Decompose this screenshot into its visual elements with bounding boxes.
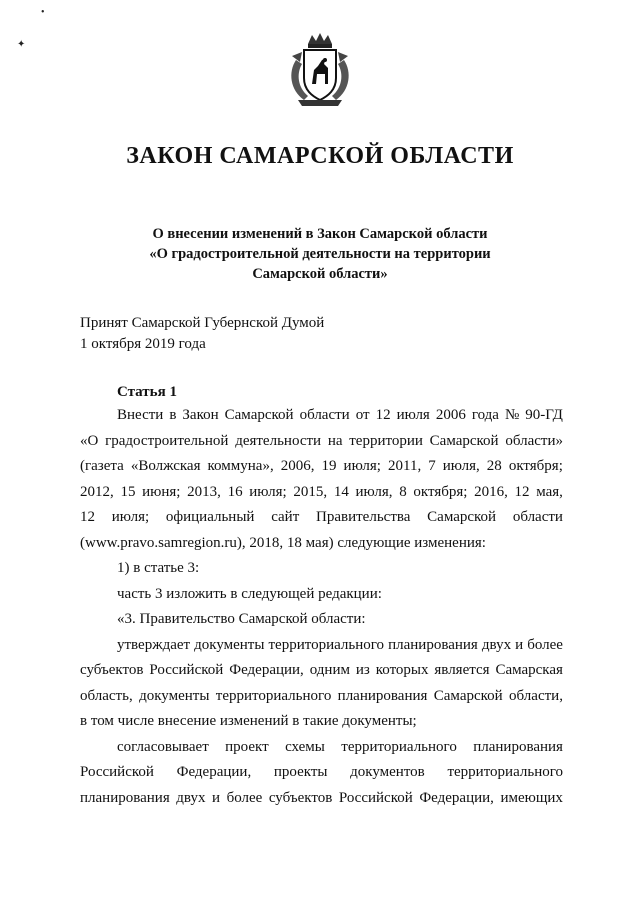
article-line — [80, 607, 563, 633]
article-word: является — [434, 662, 490, 678]
article-line — [80, 556, 563, 582]
article-line — [80, 403, 563, 429]
article-word: Правительства — [316, 509, 411, 525]
article-word: и — [212, 789, 221, 806]
article-word: 2016, — [474, 483, 508, 500]
adoption-body: Принят Самарской Губернской Думой — [80, 315, 325, 331]
article-word: Российской — [80, 764, 154, 780]
article-word: 28 — [486, 458, 502, 474]
article-word: 7 — [428, 458, 436, 474]
article-line — [80, 531, 563, 557]
article-word: 19 — [321, 458, 337, 474]
article-word: Внести — [117, 407, 164, 423]
adoption-info — [80, 313, 324, 355]
article-word: документы — [139, 687, 210, 704]
article-body — [80, 403, 563, 811]
article-word: официальный — [165, 509, 255, 525]
article-word: области» — [505, 432, 563, 449]
article-word: июля; — [249, 483, 287, 500]
article-word: 2006, — [280, 458, 315, 474]
article-word: 2015, — [293, 483, 328, 500]
article-word: согласовывает — [117, 738, 209, 755]
article-word: которых — [375, 662, 429, 678]
article-word: планирования — [473, 738, 563, 755]
article-word: мая, — [536, 483, 563, 500]
article-word: года — [471, 407, 499, 423]
article-word: деятельности — [235, 432, 322, 449]
article-word: Федерации, — [419, 789, 494, 806]
article-word: июля; — [343, 458, 381, 474]
adoption-date: 1 октября 2019 года — [80, 336, 206, 352]
article-word: документов — [350, 764, 425, 780]
article-line — [80, 505, 563, 531]
article-word: двух — [176, 789, 206, 806]
article-word: Самарская — [495, 662, 563, 678]
article-line — [80, 760, 563, 786]
samara-coat-of-arms-icon — [284, 30, 356, 108]
article-word: территории — [349, 432, 423, 449]
article-word: проект — [225, 738, 269, 755]
article-text: (www.pravo.samregion.ru), 2018, 18 мая) следующие изменения: — [80, 534, 486, 551]
article-word: 12 — [375, 407, 391, 423]
article-word: Российской — [338, 789, 413, 806]
article-line — [80, 709, 563, 735]
article-word: от — [355, 407, 370, 423]
article-word: июня; — [142, 483, 181, 500]
article-text: в том числе внесение изменений в такие документы; — [80, 713, 417, 729]
article-word: (газета — [80, 458, 124, 474]
article-word: 12 — [80, 509, 95, 525]
article-word: Федерации, — [176, 764, 252, 780]
subtitle-line: Самарской области» — [252, 266, 388, 282]
article-word: 2006 — [435, 407, 466, 423]
article-word: № — [504, 407, 520, 423]
article-text: часть 3 изложить в следующей редакции: — [117, 585, 382, 602]
article-word: планирования — [337, 687, 428, 704]
article-word: Российской — [149, 662, 224, 678]
article-word: области — [512, 509, 563, 525]
subtitle-line: «О градостроительной деятельности на территории — [149, 246, 491, 262]
article-word: имеющих — [500, 789, 563, 806]
law-title: ЗАКОН САМАРСКОЙ ОБЛАСТИ — [126, 143, 514, 169]
article-word: октября; — [413, 483, 468, 500]
article-text: 1) в статье 3: — [117, 560, 200, 576]
article-word: июля, — [442, 458, 480, 474]
article-word: на — [327, 432, 343, 449]
subtitle-line: О внесении изменений в Закон Самарской области — [152, 226, 488, 242]
article-word: 15 — [120, 483, 136, 500]
article-line — [80, 684, 563, 710]
article-word: территориального — [268, 636, 385, 653]
article-word: субъектов — [80, 662, 144, 678]
article-word: Самарской — [429, 432, 499, 449]
article-word: октября; — [508, 458, 563, 474]
article-word: 2013, — [187, 483, 221, 500]
article-word: «Волжская — [130, 458, 201, 474]
article-word: схемы — [285, 738, 325, 755]
article-word: Федерации, — [229, 662, 304, 678]
article-word: июля, — [355, 483, 393, 500]
article-word: планирования — [80, 789, 170, 806]
scan-speck: • — [41, 7, 45, 18]
article-word: из — [355, 662, 370, 678]
article-word: планирования — [388, 636, 478, 653]
article-word: в — [169, 407, 177, 423]
article-word: область, — [80, 687, 133, 704]
article-line — [80, 582, 563, 608]
article-word: Самарской — [224, 407, 294, 423]
article-word: июля — [396, 407, 430, 423]
article-word: июля; — [111, 509, 150, 525]
article-word: 12 — [514, 483, 530, 500]
article-line — [80, 429, 563, 455]
article-word: территориального — [215, 687, 332, 704]
article-word: 2012, — [80, 483, 114, 500]
article-word: одним — [309, 662, 350, 678]
article-word: территориального — [341, 738, 457, 755]
article-line — [80, 658, 563, 684]
article-word: сайт — [271, 509, 300, 525]
article-word: субъектов — [268, 789, 333, 806]
article-word: утверждает — [117, 636, 191, 653]
article-line — [80, 735, 563, 761]
article-word: «О — [80, 432, 99, 449]
article-word: документы — [194, 636, 265, 653]
article-word: Самарской — [427, 509, 497, 525]
article-word: 16 — [227, 483, 243, 500]
article-word: территориального — [447, 764, 563, 780]
article-word: 90-ГД — [525, 407, 563, 423]
article-word: Закон — [182, 407, 219, 423]
article-word: двух — [481, 636, 512, 653]
article-line — [80, 454, 563, 480]
article-word: Самарской — [433, 687, 503, 704]
scan-speck: ✦ — [17, 39, 26, 50]
article-text: «3. Правительство Самарской области: — [117, 611, 366, 627]
article-word: области, — [509, 687, 563, 704]
article-word: проекты — [273, 764, 328, 780]
law-subtitle — [90, 224, 550, 284]
article-word: коммуна», — [207, 458, 274, 474]
article-line — [80, 480, 563, 506]
article-word: и — [515, 636, 524, 653]
article-line — [80, 633, 563, 659]
article-word: 2011, — [388, 458, 422, 474]
article-word: более — [226, 789, 263, 806]
article-word: 14 — [333, 483, 349, 500]
article-word: градостроительной — [105, 432, 229, 449]
article-word: 8 — [399, 483, 407, 500]
article-line — [80, 786, 563, 812]
article-word: более — [527, 636, 563, 653]
article-word: области — [299, 407, 350, 423]
article-title: Статья 1 — [117, 384, 177, 400]
